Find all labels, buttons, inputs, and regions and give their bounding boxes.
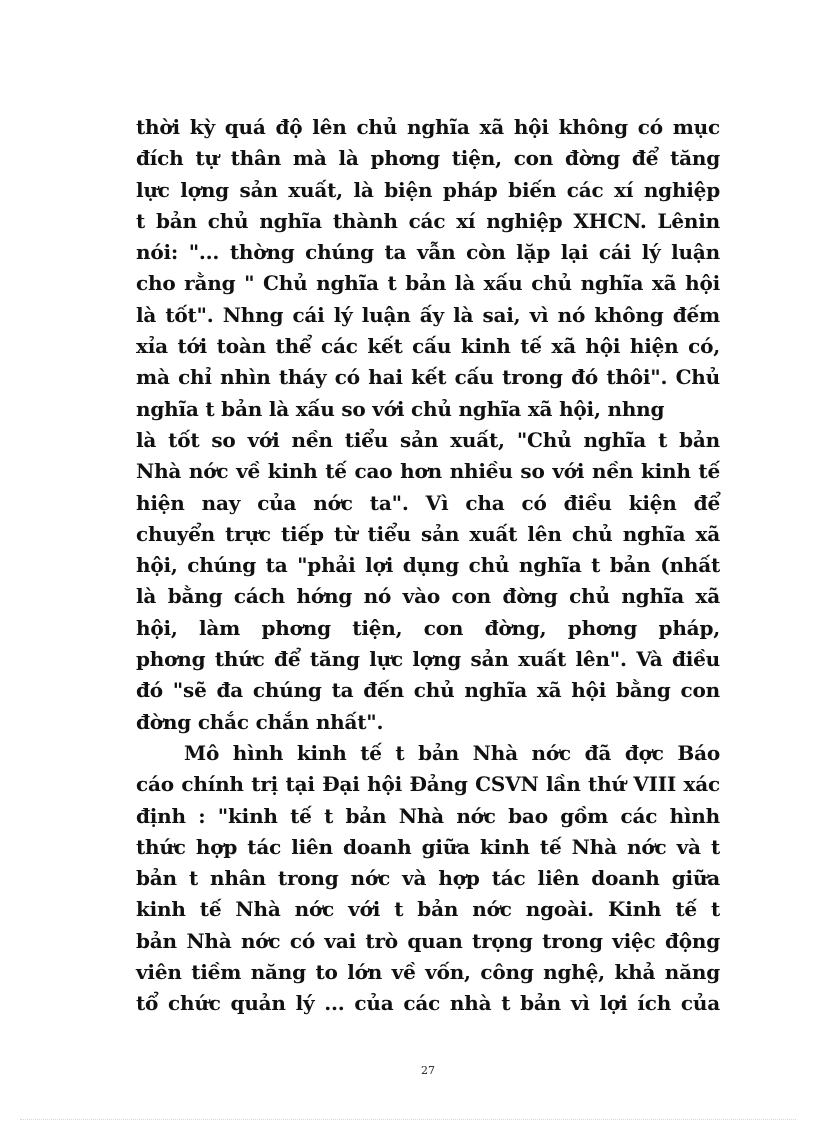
text-line: nói: "... thờng chúng ta vẫn còn lặp lại cái lý luận <box>136 240 720 265</box>
text-line: đó "sẽ đa chúng ta đến chủ nghĩa xã hội bằng con <box>136 678 720 703</box>
text-line: là bằng cách hớng nó vào con đờng chủ nghĩa xã <box>136 584 720 609</box>
text-line: là tốt so với nền tiểu sản xuất, "Chủ nghĩa t bản <box>136 427 720 452</box>
text-line: là tốt". Nhng cái lý luận ấy là sai, vì nó không đếm <box>136 302 720 327</box>
text-line: hội, chúng ta "phải lợi dụng chủ nghĩa t bản (nhất <box>136 553 720 578</box>
footer-divider <box>20 1119 796 1120</box>
text-line: viên tiềm năng to lớn về vốn, công nghệ, khả năng <box>136 960 720 985</box>
text-line-paragraph-start: Mô hình kinh tế t bản Nhà nớc đã đợc Báo <box>184 740 720 765</box>
text-line: mà chỉ nhìn tháy có hai kết cấu trong đó thôi". Chủ <box>136 365 720 390</box>
text-line: định : "kinh tế t bản Nhà nớc bao gồm các hình <box>136 803 720 828</box>
text-line: thời kỳ quá độ lên chủ nghĩa xã hội không có mục <box>136 115 720 139</box>
text-line: Nhà nớc về kinh tế cao hơn nhiều so với nền kinh tế <box>136 459 720 484</box>
text-line: xỉa tới toàn thể các kết cấu kinh tế xã hội hiện có, <box>136 334 720 359</box>
text-line: đích tự thân mà là phơng tiện, con đờng để tăng <box>136 146 720 171</box>
text-line: thức hợp tác liên doanh giữa kinh tế Nhà nớc và t <box>136 834 720 859</box>
text-line: hội, làm phơng tiện, con đờng, phơng pháp, <box>136 615 720 640</box>
text-line: chuyển trực tiếp từ tiểu sản xuất lên chủ nghĩa xã <box>136 521 720 546</box>
text-line: phơng thức để tăng lực lợng sản xuất lên". Và điều <box>136 647 720 672</box>
text-line: lực lợng sản xuất, là biện pháp biến các xí nghiệp <box>136 177 720 202</box>
text-line: bản Nhà nớc có vai trò quan trọng trong việc động <box>136 928 720 953</box>
text-line: cho rằng " Chủ nghĩa t bản là xấu chủ nghĩa xã hội <box>136 271 720 296</box>
text-line: t bản chủ nghĩa thành các xí nghiệp XHCN. Lênin <box>136 208 720 233</box>
text-line-paragraph-end: đờng chắc chắn nhất". <box>136 709 384 734</box>
text-line: tổ chức quản lý ... của các nhà t bản vì lợi ích của <box>136 991 720 1016</box>
text-line: kinh tế Nhà nớc với t bản nớc ngoài. Kinh tế t <box>136 897 720 922</box>
text-line: hiện nay của nớc ta". Vì cha có điều kiện để <box>136 490 720 515</box>
text-line: bản t nhân trong nớc và hợp tác liên doanh giữa <box>136 866 720 891</box>
body-text <box>136 112 720 1020</box>
page-number: 27 <box>421 1064 435 1077</box>
text-line: nghĩa t bản là xấu so với chủ nghĩa xã hội, nhng <box>136 396 665 421</box>
text-line: cáo chính trị tại Đại hội Đảng CSVN lần thứ VIII xác <box>136 772 720 797</box>
